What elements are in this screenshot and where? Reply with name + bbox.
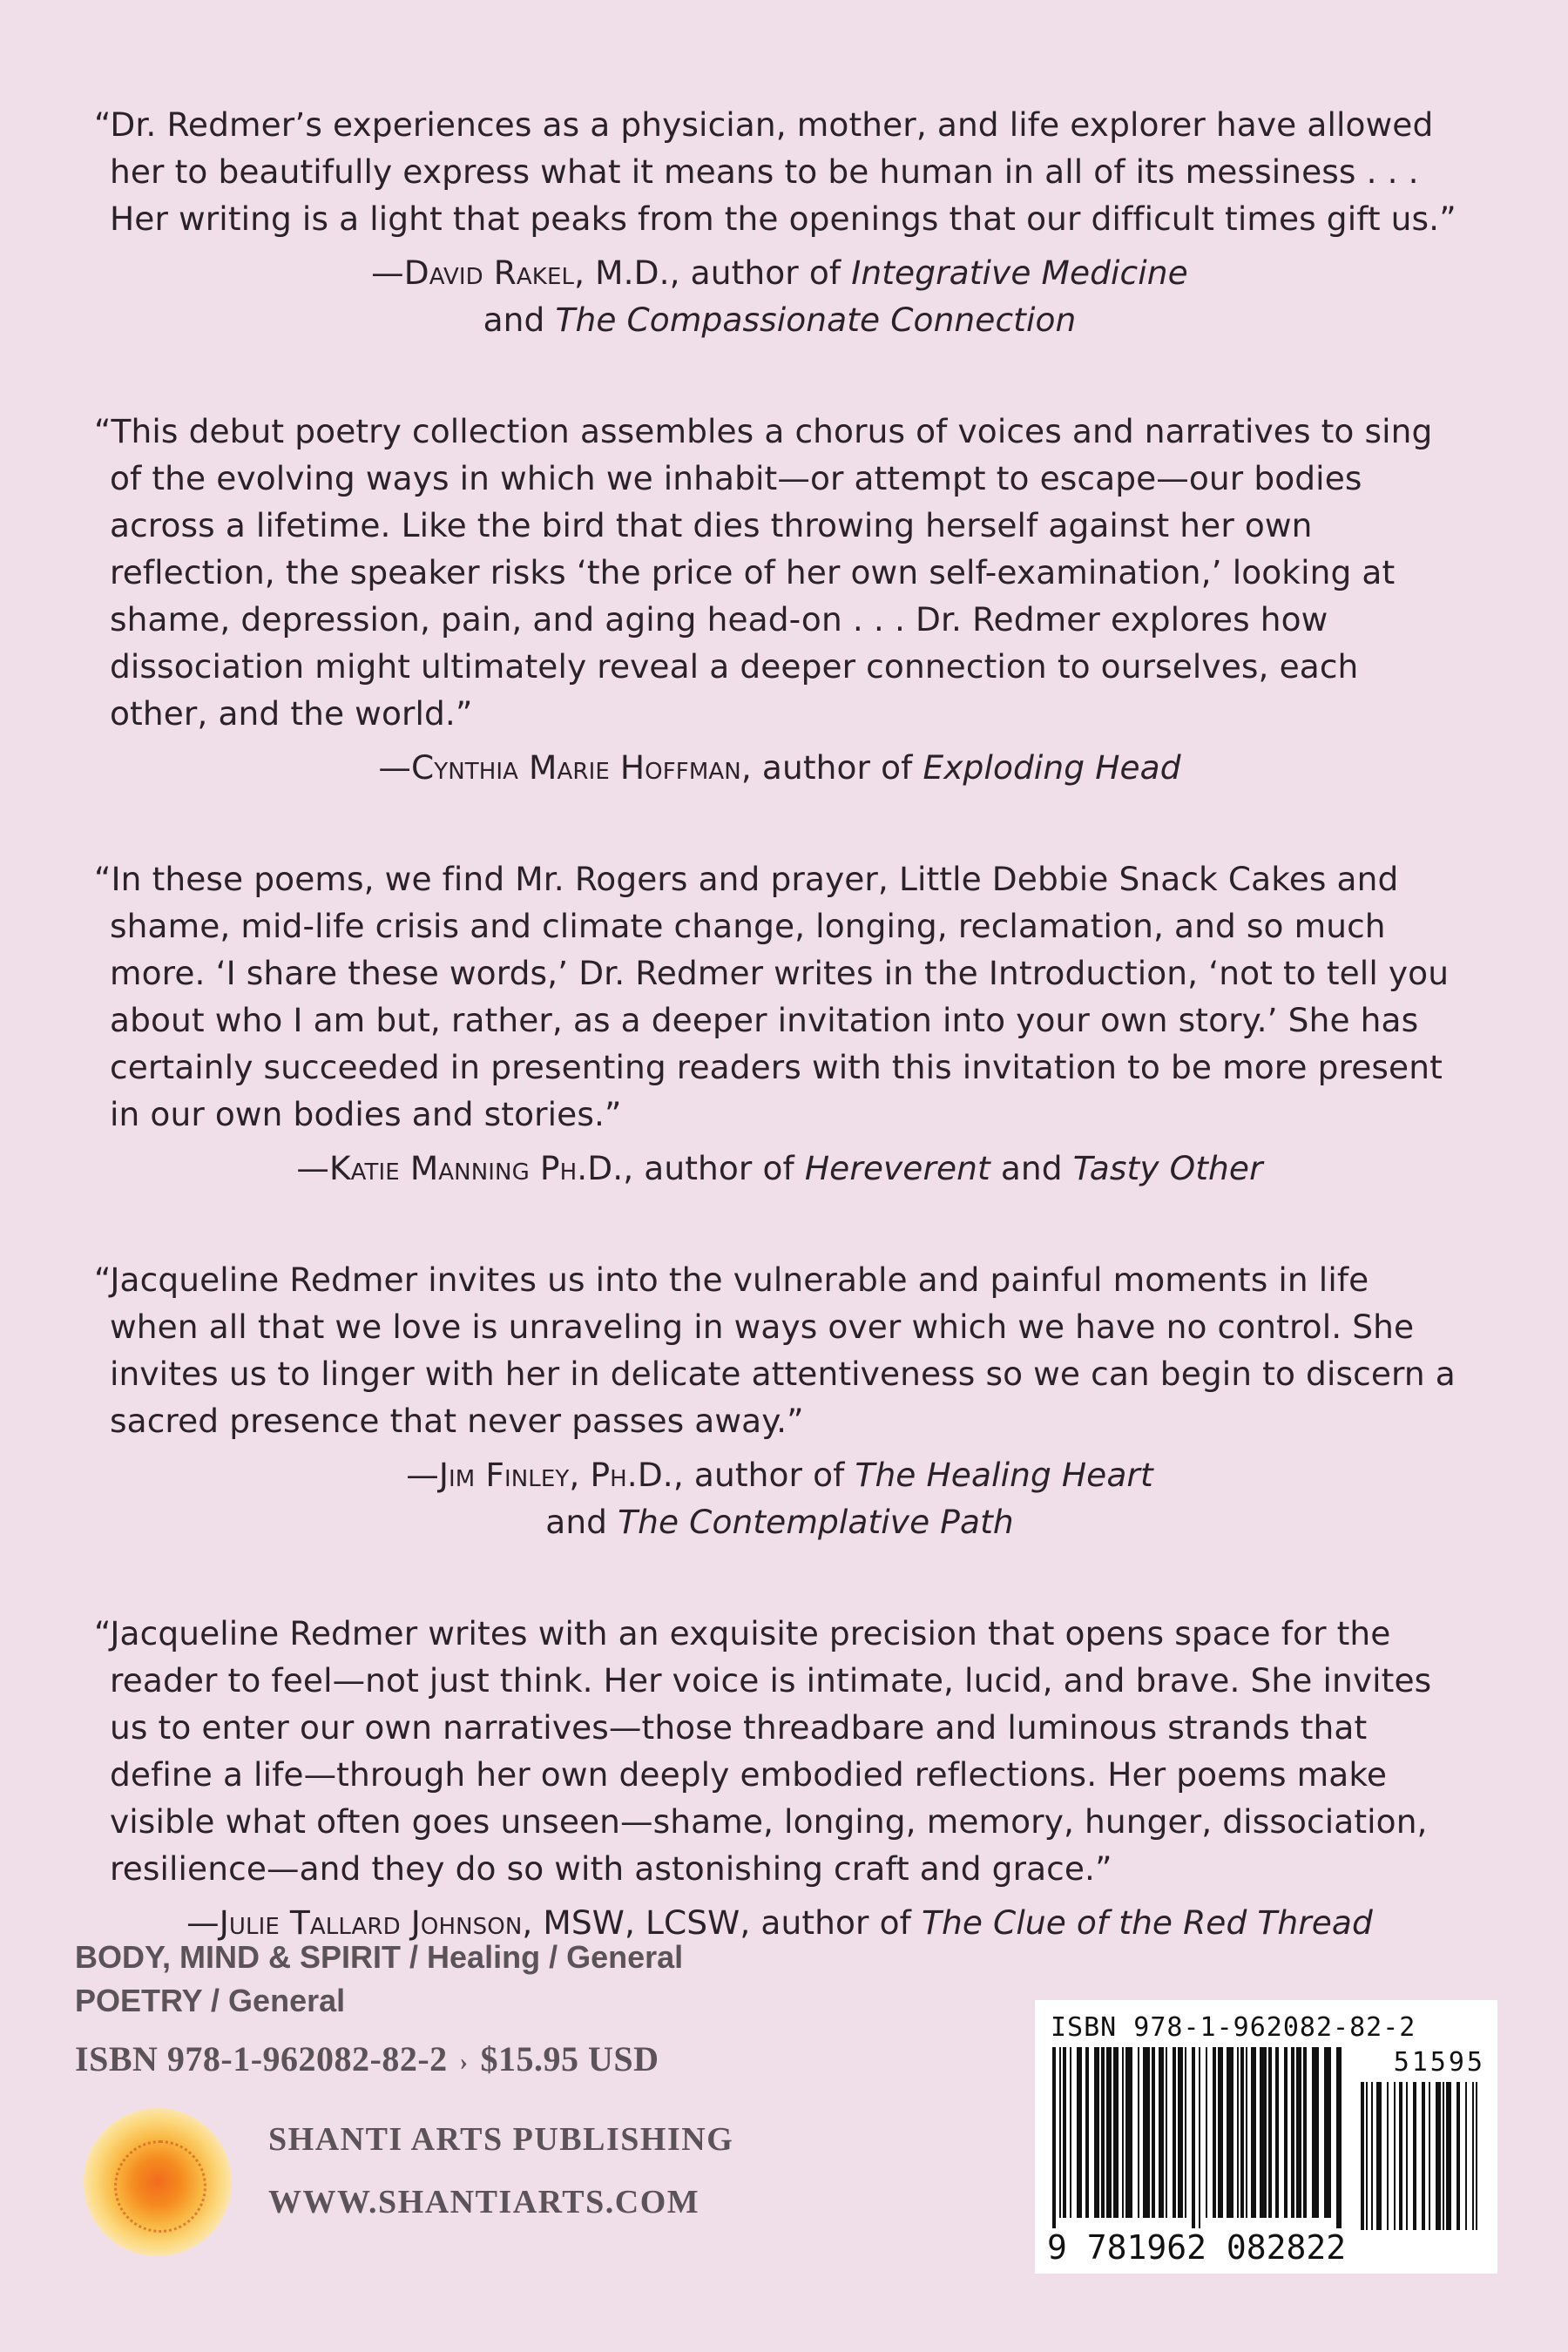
barcode-bar xyxy=(1422,2082,1425,2230)
attribution-suffix: , author of xyxy=(672,1456,855,1494)
barcode-bar xyxy=(1413,2082,1416,2230)
attribution-name: Katie Manning Ph.D. xyxy=(328,1149,624,1187)
blurb-attribution xyxy=(94,1145,1465,1192)
category-main: POETRY xyxy=(75,1983,203,2018)
blurbs xyxy=(94,101,1465,1946)
attribution-work: The Compassionate Connection xyxy=(555,301,1077,339)
price: $15.95 USD xyxy=(480,2039,659,2078)
attribution-connector: and xyxy=(990,1149,1073,1187)
barcode-bar xyxy=(1246,2047,1247,2218)
barcode-bar xyxy=(1336,2047,1342,2228)
publisher-name: SHANTI ARTS PUBLISHING xyxy=(268,2121,734,2158)
barcode xyxy=(1035,2000,1497,2274)
publisher xyxy=(84,2106,868,2263)
barcode-bar xyxy=(1185,2047,1186,2218)
barcode-bar xyxy=(1394,2082,1396,2230)
sun-mandala-icon xyxy=(84,2108,232,2256)
barcode-bar xyxy=(1077,2047,1082,2218)
barcode-bar xyxy=(1199,2047,1200,2228)
barcode-bar xyxy=(1152,2047,1155,2218)
category-line xyxy=(75,1936,946,1979)
attribution-work: Integrative Medicine xyxy=(851,253,1188,292)
category-main: BODY, MIND & SPIRIT xyxy=(75,1939,402,1975)
barcode-bar xyxy=(1094,2047,1099,2218)
barcode-bar xyxy=(1296,2047,1301,2218)
barcode-bar xyxy=(1472,2082,1474,2230)
attribution-name: David Rakel xyxy=(403,253,575,292)
attribution-suffix: , author of xyxy=(740,748,923,787)
barcode-bar xyxy=(1052,2047,1056,2228)
barcode-bar xyxy=(1138,2047,1139,2218)
barcode-bar xyxy=(1206,2047,1207,2218)
blurb xyxy=(94,408,1465,791)
attribution-work: Tasty Other xyxy=(1072,1149,1263,1187)
barcode-bar xyxy=(1303,2047,1307,2218)
category-line xyxy=(75,1979,946,2023)
blurb-quote: “In these poems, we find Mr. Rogers and prayer, Little Debbie Snack Cakes and shame, mid-life crisis and climate change, longing, reclamation, and so much more. ‘I share these words,’ Dr. Redmer writes in the Introduction, ‘not to tell you about who I am but, rather, as a deeper invitation into your own story.’ She has certainly succeeded in presenting readers with this invitation to be more present in our own bodies and stories.” xyxy=(94,860,1450,1133)
barcode-bar xyxy=(1070,2047,1071,2218)
barcode-bar xyxy=(1143,2047,1150,2218)
barcode-bar xyxy=(1443,2082,1444,2230)
blurb xyxy=(94,1610,1465,1946)
isbn-text: ISBN 978-1-962082-82-2 xyxy=(75,2039,448,2078)
barcode-bar xyxy=(1101,2047,1105,2218)
blurb xyxy=(94,855,1465,1192)
barcode-bar xyxy=(1284,2047,1288,2218)
attribution-connector: and xyxy=(545,1503,618,1541)
blurb-quote: “Dr. Redmer’s experiences as a physician, mother, and life explorer have allowed her to beautifully express what it means to be human in all of its messiness . . . Her writing is a light that peaks from the openings that our difficult times gift us.” xyxy=(94,105,1456,238)
category-sub: / Healing / General xyxy=(401,1939,684,1975)
attribution-dash: — xyxy=(371,253,404,292)
attribution-dash: — xyxy=(406,1456,439,1494)
barcode-bar xyxy=(1218,2047,1223,2218)
barcode-bar xyxy=(1446,2082,1451,2230)
barcode-bar xyxy=(1312,2047,1319,2218)
barcode-bar xyxy=(1275,2047,1279,2218)
attribution-dash: — xyxy=(378,748,411,787)
barcode-bar xyxy=(1251,2047,1256,2218)
attribution-dash: — xyxy=(296,1149,329,1187)
book-info xyxy=(75,1936,946,2079)
barcode-bar xyxy=(1260,2047,1267,2218)
attribution-connector: and xyxy=(483,301,556,339)
barcode-bar xyxy=(1063,2047,1066,2218)
attribution-name: Julie Tallard Johnson xyxy=(219,1903,523,1942)
attribution-name: Cynthia Marie Hoffman xyxy=(410,748,741,787)
barcode-bar xyxy=(1371,2082,1373,2230)
barcode-bar xyxy=(1192,2047,1195,2228)
barcode-bar xyxy=(1159,2047,1164,2218)
attribution-work: The Contemplative Path xyxy=(618,1503,1014,1541)
barcode-bar xyxy=(1113,2047,1119,2218)
attribution-work: Exploding Head xyxy=(923,748,1181,787)
blurb-quote: “Jacqueline Redmer writes with an exquisite precision that opens space for the reader to feel—not just think. Her voice is intimate, lucid, and brave. She invites us to enter our own narratives—those threadbare and luminous strands that define a life—through her own deeply embodied reflections. Her poems make visible what often goes unseen—shame, longing, memory, hunger, dissociation, resilience—and they do so with astonishing craft and grace.” xyxy=(94,1614,1432,1888)
barcode-bar xyxy=(1465,2082,1467,2230)
attribution-work: Hereverent xyxy=(804,1149,990,1187)
barcode-bar xyxy=(1324,2047,1331,2218)
barcode-bar xyxy=(1237,2047,1239,2218)
blurb-attribution xyxy=(94,249,1465,343)
blurb-quote: “Jacqueline Redmer invites us into the vulnerable and painful moments in life when all that we love is unraveling in ways over which we have no control. She invites us to linger with her in delicate attentiveness so we can begin to discern a sacred presence that never passes away.” xyxy=(94,1260,1456,1440)
publisher-url: WWW.SHANTIARTS.COM xyxy=(268,2184,700,2220)
blurb xyxy=(94,1256,1465,1545)
barcode-bar xyxy=(1399,2082,1402,2230)
barcode-bar xyxy=(1213,2047,1216,2218)
barcode-bar xyxy=(1059,2047,1061,2218)
isbn-price-line xyxy=(75,2038,946,2079)
barcode-bar xyxy=(1361,2082,1364,2230)
blurb xyxy=(94,101,1465,343)
barcode-bar xyxy=(1240,2047,1244,2218)
attribution-name: Jim Finley, Ph.D. xyxy=(438,1456,673,1494)
barcode-bar xyxy=(1406,2082,1408,2230)
barcode-bar xyxy=(1436,2082,1441,2230)
barcode-bars xyxy=(1051,2047,1486,2230)
barcode-bar xyxy=(1387,2082,1389,2230)
barcode-bar xyxy=(1476,2082,1477,2230)
barcode-bar xyxy=(1376,2082,1382,2230)
barcode-bar xyxy=(1456,2082,1460,2230)
blurb-attribution xyxy=(94,1451,1465,1545)
barcode-bar xyxy=(1173,2047,1176,2218)
attribution-work: The Clue of the Red Thread xyxy=(921,1903,1373,1942)
attribution-suffix: , MSW, LCSW, author of xyxy=(522,1903,922,1942)
barcode-bar xyxy=(1291,2047,1294,2218)
attribution-dash: — xyxy=(186,1903,220,1942)
category-sub: / General xyxy=(202,1983,346,2018)
attribution-work: The Healing Heart xyxy=(855,1456,1153,1494)
barcode-bar xyxy=(1429,2082,1430,2230)
barcode-bar xyxy=(1166,2047,1167,2218)
barcode-isbn-text: ISBN 978-1-962082-82-2 xyxy=(1051,2012,1416,2043)
barcode-bar xyxy=(1268,2047,1272,2218)
barcode-bar xyxy=(1085,2047,1089,2218)
attribution-suffix: , M.D., author of xyxy=(574,253,852,292)
barcode-bar xyxy=(1227,2047,1233,2218)
blurb-attribution xyxy=(94,744,1465,791)
price-separator: › xyxy=(459,2048,469,2076)
barcode-bar xyxy=(1122,2047,1124,2218)
barcode-bar xyxy=(1106,2047,1112,2218)
barcode-bar xyxy=(1178,2047,1183,2218)
barcode-digits: 9 781962 082822 xyxy=(1047,2228,1347,2267)
barcode-bar xyxy=(1366,2082,1368,2230)
barcode-addon-digits: 51595 xyxy=(1393,2047,1485,2078)
blurb-quote: “This debut poetry collection assembles a chorus of voices and narratives to sing of the evolving ways in which we inhabit—or attempt to escape—our bodies across a lifetime. Like the bird that dies throwing herself against her own reflection, the speaker risks ‘the price of her own self-examination,’ looking at shame, depression, pain, and aging head-on . . . Dr. Redmer explores how dissociation might ultimately reveal a deeper connection to ourselves, each other, and the world.” xyxy=(94,412,1433,733)
barcode-bar xyxy=(1125,2047,1132,2218)
attribution-suffix: , author of xyxy=(623,1149,805,1187)
